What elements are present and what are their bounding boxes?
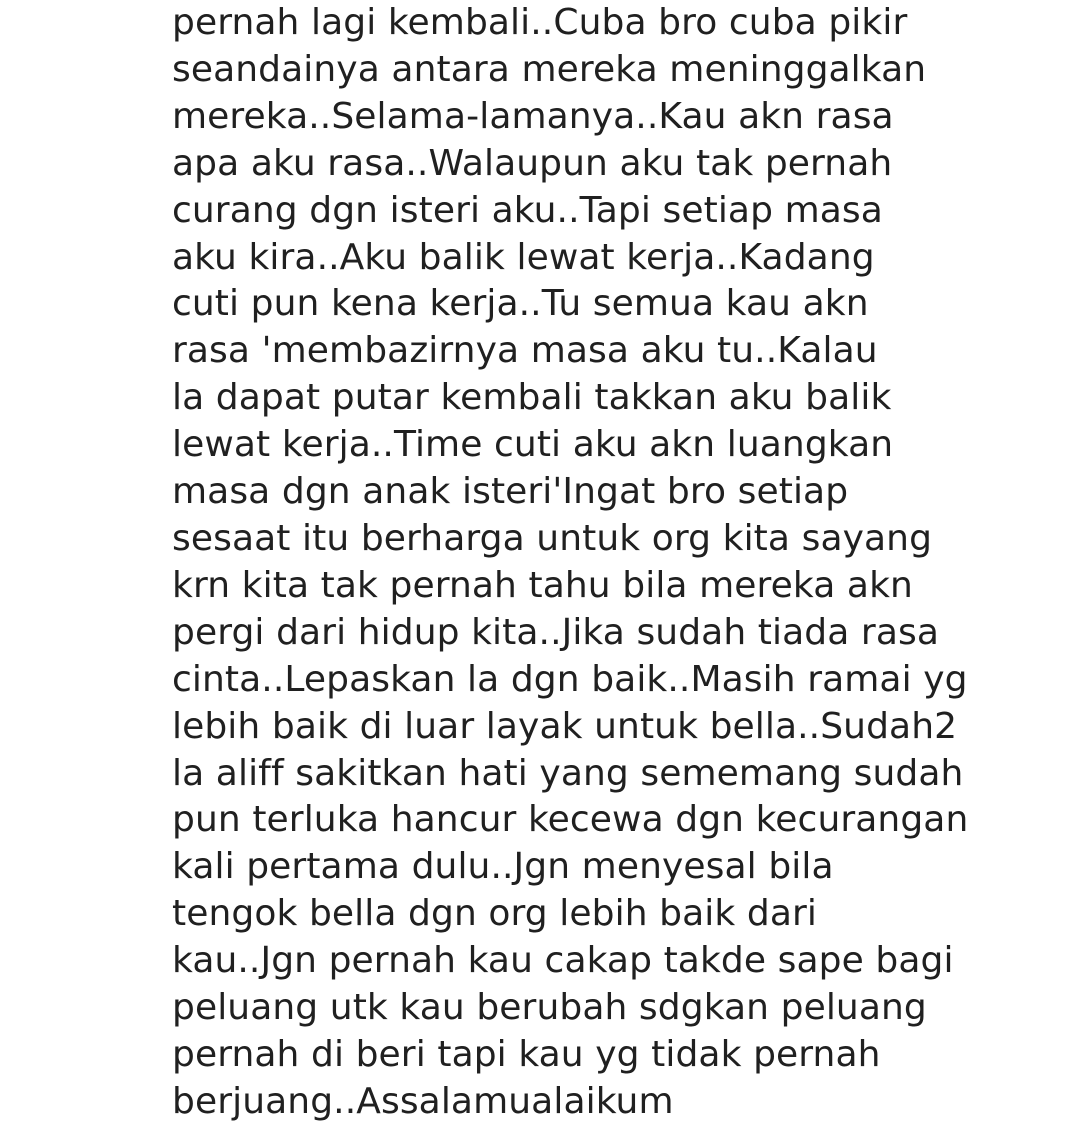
comment-line: pun terluka hancur kecewa dgn kecurangan: [172, 799, 969, 841]
comment-line: curang dgn isteri aku..Tapi setiap masa: [172, 189, 883, 231]
comment-line: lebih baik di luar layak untuk bella..Sudah2: [172, 705, 958, 747]
comment-line: krn kita tak pernah tahu bila mereka akn: [172, 564, 913, 606]
comment-line: tengok bella dgn org lebih baik dari: [172, 893, 817, 935]
comment-line: rasa 'membazirnya masa aku tu..Kalau: [172, 330, 878, 372]
comment-text: [172, 0, 1052, 1126]
comment-line: sesaat itu berharga untuk org kita sayang: [172, 517, 933, 559]
comment-line: cuti pun kena kerja..Tu semua kau akn: [172, 283, 869, 325]
comment-line: apa aku rasa..Walaupun aku tak pernah: [172, 142, 893, 184]
comment-line: pernah lagi kembali..Cuba bro cuba pikir: [172, 2, 908, 43]
comment-line: kau..Jgn pernah kau cakap takde sape bagi: [172, 940, 954, 982]
comment-line: peluang utk kau berubah sdgkan peluang: [172, 987, 927, 1029]
comment-line: lewat kerja..Time cuti aku akn luangkan: [172, 424, 894, 466]
comment-line: pergi dari hidup kita..Jika sudah tiada rasa: [172, 611, 940, 653]
comment-line: seandainya antara mereka meninggalkan: [172, 48, 927, 90]
comment-line: la aliff sakitkan hati yang sememang sudah: [172, 752, 964, 794]
comment-line: pernah di beri tapi kau yg tidak pernah: [172, 1033, 881, 1075]
comment-line: aku kira..Aku balik lewat kerja..Kadang: [172, 236, 875, 278]
comment-line: masa dgn anak isteri'Ingat bro setiap: [172, 471, 849, 513]
comment-line: la dapat putar kembali takkan aku balik: [172, 377, 892, 419]
comment-line: mereka..Selama-lamanya..Kau akn rasa: [172, 95, 894, 137]
comment-line: berjuang..Assalamualaikum: [172, 1080, 674, 1122]
comment-line: cinta..Lepaskan la dgn baik..Masih ramai yg: [172, 658, 968, 700]
comment-line: kali pertama dulu..Jgn menyesal bila: [172, 846, 834, 888]
